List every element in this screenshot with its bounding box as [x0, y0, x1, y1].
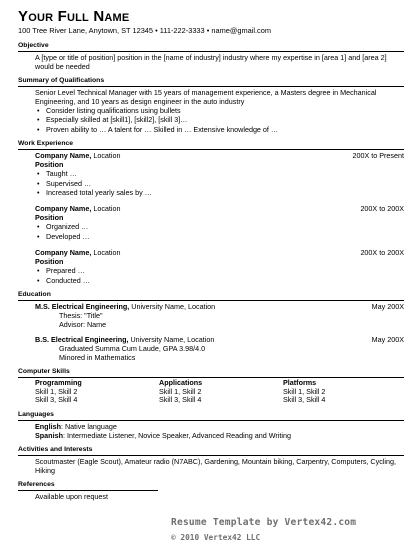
list-item: • Supervised …	[18, 179, 404, 188]
list-item: • Increased total yearly sales by …	[18, 188, 404, 197]
section-heading: Computer Skills	[18, 367, 404, 378]
company-name: Company Name,	[35, 151, 92, 161]
section-heading: Languages	[18, 410, 404, 421]
language-item	[18, 431, 404, 440]
job-position: Position	[35, 257, 64, 267]
list-item: • Conducted …	[18, 276, 404, 285]
list-item: • Especially skilled at [skill1], [skill2], [skill 3]…	[18, 115, 404, 124]
education-detail: Minored in Mathematics	[59, 353, 136, 363]
contact-line: 100 Tree River Lane, Anytown, ST 12345 • 111-222-3333 • name@gmail.com	[18, 26, 272, 35]
skills-row: Skill 3, Skill 4	[35, 395, 78, 405]
job-position: Position	[35, 213, 64, 223]
language-level: : Intermediate Listener, Novice Speaker, Advanced Reading and Writing	[62, 430, 291, 440]
education-detail: Graduated Summa Cum Laude, GPA 3.98/4.0	[59, 344, 206, 354]
education-detail: Thesis: "Title"	[59, 311, 103, 321]
section-heading: Summary of Qualifications	[18, 76, 404, 87]
job-entry	[18, 248, 404, 285]
education-detail: Advisor: Name	[59, 320, 107, 330]
job-entry	[18, 204, 404, 241]
job-bullets	[18, 266, 404, 285]
skills-row: Skill 1, Skill 2	[283, 386, 326, 396]
job-dates: 200X to Present	[352, 151, 404, 161]
language-level: : Native language	[60, 421, 117, 431]
section-heading: References	[18, 480, 158, 491]
list-item: • Taught …	[18, 169, 404, 178]
school-name: University Name, Location	[129, 302, 216, 312]
skills-row: Skill 3, Skill 4	[283, 395, 326, 405]
education-section	[18, 290, 404, 362]
summary-section	[18, 76, 404, 134]
list-item: • Organized …	[18, 222, 404, 231]
activities-section	[18, 445, 404, 475]
list-item: • Proven ability to … A talent for … Skilled in … Extensive knowledge of …	[18, 125, 404, 134]
language-item	[18, 422, 404, 431]
skills-row: Skill 1, Skill 2	[35, 386, 78, 396]
company-name: Company Name,	[35, 248, 92, 258]
job-dates: 200X to 200X	[360, 204, 404, 214]
company-name: Company Name,	[35, 204, 92, 214]
job-position: Position	[35, 160, 64, 170]
education-entry	[18, 302, 404, 329]
objective-text: A [type or title of position] position in the [name of industry] industry where my expertise in [area 1] and [area 2] would be needed	[35, 53, 387, 71]
skills-row: Skill 3, Skill 4	[159, 395, 202, 405]
work-section	[18, 139, 404, 285]
graduation-date: May 200X	[371, 302, 404, 312]
section-heading: Objective	[18, 41, 404, 52]
skills-column-title: Programming	[35, 378, 82, 388]
job-bullets	[18, 222, 404, 241]
skills-column-title: Applications	[159, 378, 203, 388]
language-name: English	[35, 421, 61, 431]
skills-column-title: Platforms	[283, 378, 317, 388]
list-item: • Developed …	[18, 232, 404, 241]
list-item: • Consider listing qualifications using bullets	[18, 106, 404, 115]
skills-column	[35, 379, 159, 405]
company-location: Location	[91, 248, 121, 258]
objective-section	[18, 41, 404, 71]
summary-bullets	[18, 106, 404, 134]
section-heading: Education	[18, 290, 404, 301]
watermark-copyright: © 2010 Vertex42 LLC	[171, 533, 261, 542]
job-dates: 200X to 200X	[360, 248, 404, 258]
watermark-title: Resume Template by Vertex42.com	[171, 517, 357, 528]
language-name: Spanish	[35, 430, 63, 440]
languages-section	[18, 410, 404, 440]
summary-text: Senior Level Technical Manager with 15 years of management experience, a Masters degree in Mechanical Engineering, and 10 years as design engineer in the auto industry	[35, 88, 377, 106]
degree-name: B.S. Electrical Engineering,	[35, 335, 129, 345]
company-location: Location	[91, 151, 121, 161]
graduation-date: May 200X	[371, 335, 404, 345]
job-entry	[18, 151, 404, 197]
references-section	[18, 480, 158, 501]
skills-grid	[18, 379, 404, 405]
skills-column	[159, 379, 283, 405]
section-heading: Work Experience	[18, 139, 404, 150]
references-text: Available upon request	[35, 491, 108, 501]
resume-page	[18, 8, 404, 501]
computer-skills-section	[18, 367, 404, 405]
skills-row: Skill 1, Skill 2	[159, 386, 202, 396]
degree-name: M.S. Electrical Engineering,	[35, 302, 130, 312]
skills-column	[283, 379, 393, 405]
school-name: University Name, Location	[128, 335, 215, 345]
job-bullets	[18, 169, 404, 197]
education-entry	[18, 335, 404, 362]
section-heading: Activities and Interests	[18, 445, 404, 456]
candidate-name: Your Full Name	[18, 8, 130, 25]
company-location: Location	[91, 204, 121, 214]
list-item: • Prepared …	[18, 266, 404, 275]
activities-text: Scoutmaster (Eagle Scout), Amateur radio (N7ABC), Gardening, Mountain biking, Carpentry, Computers, Cycling, Hiking	[35, 456, 396, 475]
